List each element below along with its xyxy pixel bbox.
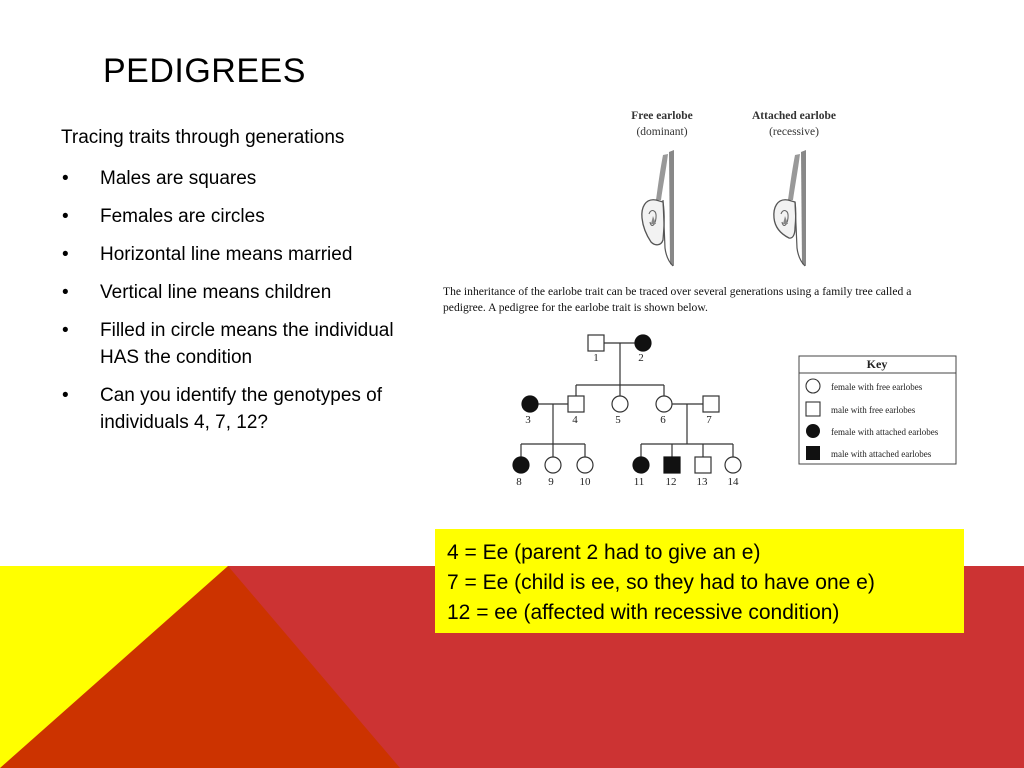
pedigree-svg	[437, 98, 997, 498]
pedigree-female-attached-8	[513, 457, 529, 473]
individual-number: 6	[660, 414, 666, 426]
bullet-dot: •	[62, 206, 69, 227]
individual-number: 10	[579, 476, 591, 488]
bullet-text: Can you identify the genotypes of individuals 4, 7, 12?	[100, 385, 383, 433]
bullet-text: Horizontal line means married	[100, 244, 353, 265]
caption-line-1: The inheritance of the earlobe trait can be traced over several generations using a family tree called a	[443, 285, 912, 298]
pedigree-male-attached-12	[664, 457, 680, 473]
bullet-item	[61, 317, 406, 371]
pedigree-female-attached-2	[635, 335, 651, 351]
answer-line: 7 = Ee (child is ee, so they had to have one e)	[447, 571, 875, 594]
pedigree-male-free-4	[568, 396, 584, 412]
individual-number: 8	[516, 476, 522, 488]
intro-text: Tracing traits through generations	[61, 127, 345, 148]
key-male-attached-icon	[806, 446, 820, 460]
bullet-dot: •	[62, 320, 69, 341]
bullet-content	[61, 126, 406, 447]
bullet-text: Males are squares	[100, 168, 257, 189]
bullet-dot: •	[62, 385, 69, 406]
bullet-item	[61, 241, 406, 268]
bullet-item	[61, 165, 406, 192]
bullet-dot: •	[62, 244, 69, 265]
individual-number: 11	[633, 476, 645, 488]
answer-line: 4 = Ee (parent 2 had to give an e)	[447, 541, 761, 564]
individual-number: 7	[706, 414, 712, 426]
key-label-male-attached: male with attached earlobes	[831, 449, 932, 459]
bullet-dot: •	[62, 282, 69, 303]
individual-number: 5	[615, 414, 621, 426]
key-label-male-free: male with free earlobes	[831, 405, 916, 415]
pedigree-male-free-1	[588, 335, 604, 351]
pedigree-female-free-9	[545, 457, 561, 473]
attached-earlobe-label: Attached earlobe	[752, 110, 836, 122]
answer-line: 12 = ee (affected with recessive condition)	[447, 601, 840, 624]
individual-number: 1	[593, 352, 599, 364]
caption-line-2: pedigree. A pedigree for the earlobe trait is shown below.	[443, 301, 708, 314]
pedigree-female-free-14	[725, 457, 741, 473]
bullet-text: Females are circles	[100, 206, 265, 227]
individual-number: 3	[525, 414, 531, 426]
individual-number: 12	[665, 476, 677, 488]
pedigree-key	[799, 356, 956, 464]
bullet-list	[61, 165, 406, 436]
key-label-female-attached: female with attached earlobes	[831, 427, 939, 437]
pedigree-female-attached-11	[633, 457, 649, 473]
key-label-female-free: female with free earlobes	[831, 382, 923, 392]
bullet-text: Vertical line means children	[100, 282, 332, 303]
key-female-attached-icon	[806, 424, 820, 438]
attached-earlobe-sub: (recessive)	[769, 126, 819, 138]
pedigree-female-free-6	[656, 396, 672, 412]
free-earlobe-sub: (dominant)	[636, 126, 688, 138]
bullet-item	[61, 279, 406, 306]
individual-number: 4	[572, 414, 578, 426]
bullet-text: Filled in circle means the individual HAS the condition	[100, 320, 394, 368]
individual-number: 2	[638, 352, 644, 364]
bullet-item	[61, 382, 406, 436]
individual-number: 14	[727, 476, 739, 488]
free-earlobe-label: Free earlobe	[631, 110, 693, 122]
answer-box	[435, 529, 964, 633]
earlobe-pedigree-figure	[437, 98, 997, 498]
pedigree-female-attached-3	[522, 396, 538, 412]
individual-number: 9	[548, 476, 554, 488]
free-earlobe-ear-icon	[642, 150, 674, 266]
individual-number: 13	[696, 476, 708, 488]
key-title: Key	[866, 357, 888, 371]
pedigree-male-free-13	[695, 457, 711, 473]
key-male-free-icon	[806, 402, 820, 416]
pedigree-male-free-7	[703, 396, 719, 412]
bullet-dot: •	[62, 168, 69, 189]
pedigree-female-free-10	[577, 457, 593, 473]
attached-earlobe-ear-icon	[774, 150, 806, 266]
bullet-item	[61, 203, 406, 230]
pedigree-female-free-5	[612, 396, 628, 412]
slide-title: PEDIGREES	[103, 52, 306, 90]
key-female-free-icon	[806, 379, 820, 393]
